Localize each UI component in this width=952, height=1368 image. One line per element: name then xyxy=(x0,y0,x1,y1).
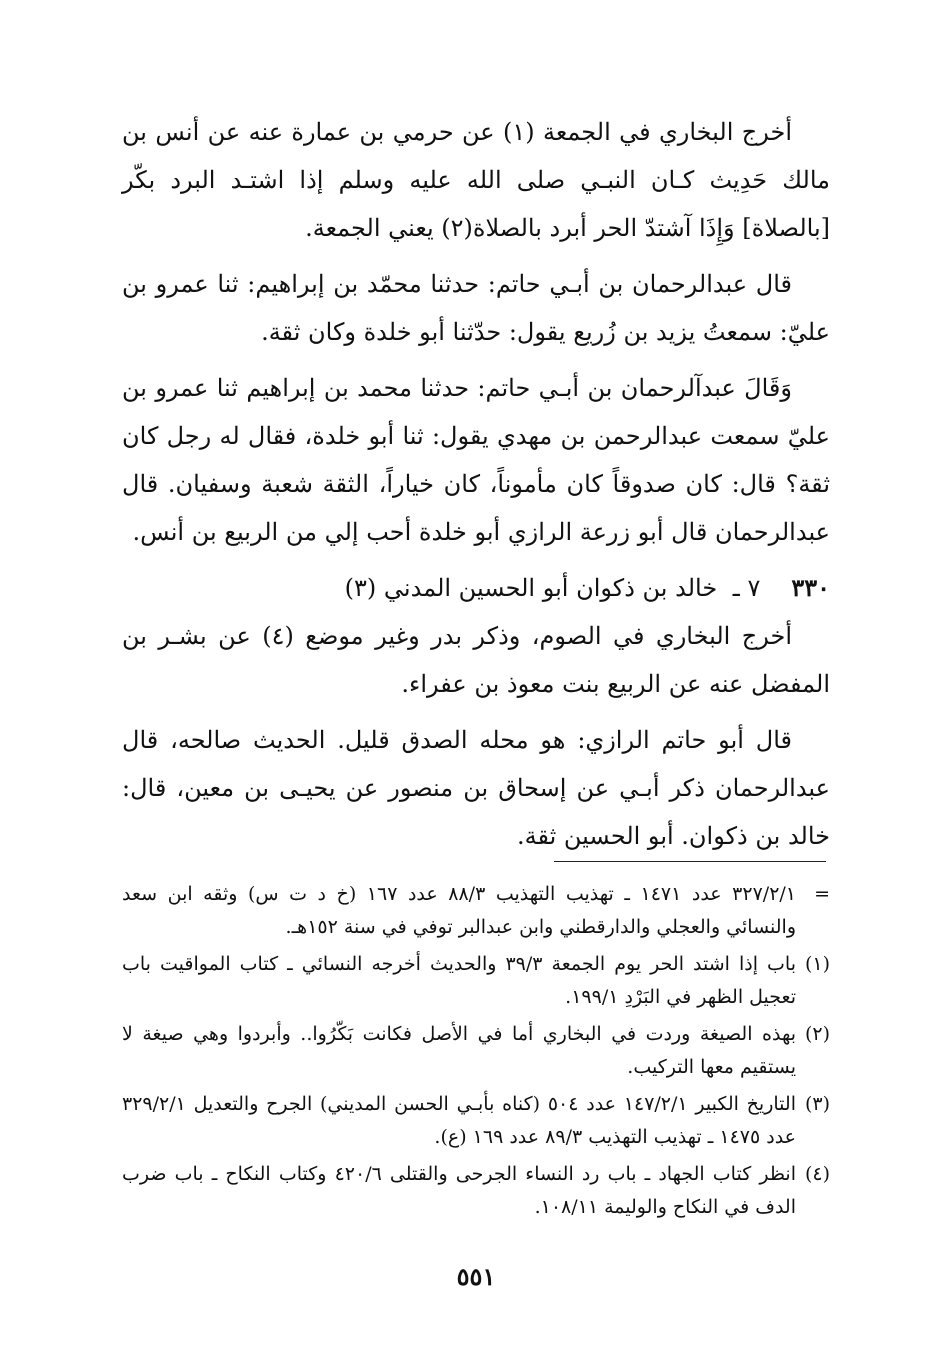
paragraph-bukhari-jumua: أخرج البخاري في الجمعة (١) عن حرمي بن عمارة عنه عن أنس بن مالك حَدِيث كـان النبـي صلى الله عليه وسلم إذا اشتـد البرد بكّر [بالصلاة] وَإِذَا آشتدّ الحر أبرد بالصلاة(٢) يعني الجمعة. xyxy=(122,118,830,242)
footnote-text: ٣٢٧/٢/١ عدد ١٤٧١ ـ تهذيب التهذيب ٨٨/٣ عدد ١٦٧ (خ د ت س) وثقه ابن سعد والنسائي والعجلي والدارقطني وابن عبدالبر توفي في سنة ١٥٢هـ. xyxy=(122,883,796,938)
footnote-mark: (١) xyxy=(804,953,830,975)
footnote-text: بهذه الصيغة وردت في البخاري أما في الأصل فكانت بَكّرُوا.. وأبردوا وهي صيغة لا يستقيم معها التركيب. xyxy=(122,1023,796,1078)
footnote-separator xyxy=(554,861,826,862)
footnote-2 xyxy=(122,1018,830,1084)
entry-title: خالد بن ذكوان أبو الحسين المدني (٣) xyxy=(344,574,718,602)
page-number: ٥٥١ xyxy=(456,1262,496,1291)
paragraph-abu-hatim-razi: قال أبو حاتم الرازي: هو محله الصدق قليل. الحديث صالحه، قال عبدالرحمان ذكر أبـي عن إسحاق بن منصور عن يحيـى بن معين، قال: خالد بن ذكوان. أبو الحسين ثقة. xyxy=(122,726,830,850)
footnote-text: باب إذا اشتد الحر يوم الجمعة ٣٩/٣ والحديث أخرجه النسائي ـ كتاب المواقيت باب تعجيل الظهر في البَرْدِ ١٩٩/١. xyxy=(122,953,796,1008)
footnote-continuation xyxy=(122,878,830,944)
paragraph-abu-hatim-1: قال عبدالرحمان بن أبـي حاتم: حدثنا محمّد بن إبراهيم: ثنا عمرو بن عليّ: سمعتُ يزيد بن زُريع يقول: حدّثنا أبو خلدة وكان ثقة. xyxy=(122,270,830,346)
entry-heading xyxy=(122,564,830,612)
paragraph-abu-hatim-2: وَقَالَ عبدآلرحمان بن أبـي حاتم: حدثنا محمد بن إبراهيم ثنا عمرو بن عليّ سمعت عبدالرحمن بن مهدي يقول: ثنا أبو خلدة، فقال له رجل كان ثقة؟ قال: كان صدوقاً كان مأموناً، كان خياراً، الثقة شعبة وسفيان. قال عبدالرحمان قال أبو زرعة الرازي أبو خلدة أحب إلي من الربيع بن أنس. xyxy=(122,374,831,546)
footnote-mark: (٣) xyxy=(804,1093,830,1115)
paragraph-bukhari-sawm: أخرج البخاري في الصوم، وذكر بدر وغير موضع (٤) عن بشـر بن المفضل عنه عن الربيع بنت معوذ بن عفراء. xyxy=(122,622,830,698)
main-text xyxy=(122,108,830,868)
entry-sub-number: ٧ ـ xyxy=(732,574,761,602)
footnotes xyxy=(122,878,830,1228)
footnote-mark: (٢) xyxy=(804,1023,830,1045)
footnote-4 xyxy=(122,1158,830,1224)
footnote-text: التاريخ الكبير ١٤٧/٢/١ عدد ٥٠٤ (كناه بأبـي الحسن المديني) الجرح والتعديل ٣٢٩/٢/١ عدد ١٤٧٥ ـ تهذيب التهذيب ٨٩/٣ عدد ١٦٩ (ع). xyxy=(122,1093,796,1148)
footnote-mark: (٤) xyxy=(804,1163,830,1185)
footnote-mark: = xyxy=(814,883,830,905)
entry-number: ٣٣٠ xyxy=(791,573,830,602)
footnote-1 xyxy=(122,948,830,1014)
footnote-3 xyxy=(122,1088,830,1154)
footnote-text: انظر كتاب الجهاد ـ باب رد النساء الجرحى والقتلى ٤٢٠/٦ وكتاب النكاح ـ باب ضرب الدف في النكاح والوليمة ١٠٨/١١. xyxy=(122,1163,796,1218)
